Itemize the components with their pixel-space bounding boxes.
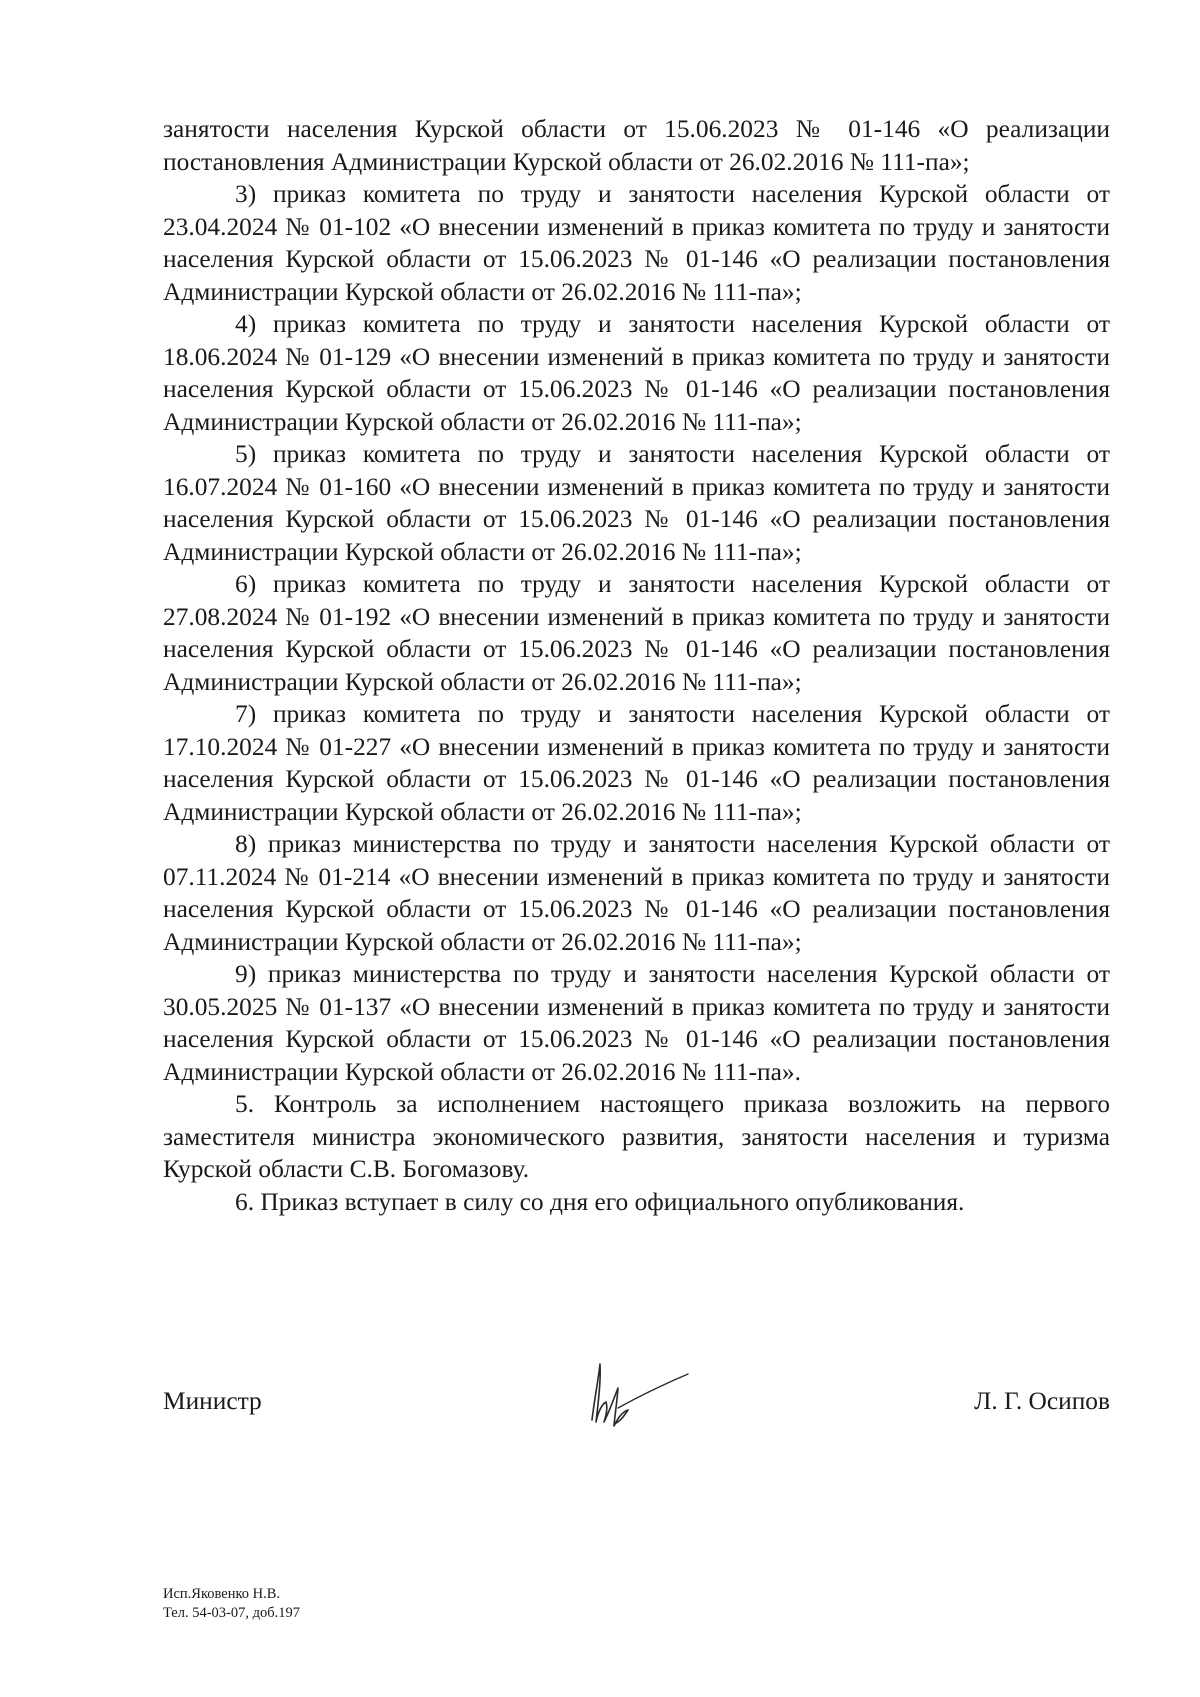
document-body [163,113,1110,1218]
list-item-5: 5) приказ комитета по труду и занятости населения Курской области от 16.07.2024 № 01-160 «О внесении изменений в приказ комитета по труду и занятости населения Курской области от 15.06.2023 № 01-146 «О реализации постановления Администрации Курской области от 26.02.2016 № 111-па»; [163,440,1110,566]
executor-name: Исп.Яковенко Н.В. [163,1586,281,1602]
list-item-8: 8) приказ министерства по труду и занятости населения Курской области от 07.11.2024 № 01-214 «О внесении изменений в приказ комитета по труду и занятости населения Курской области от 15.06.2023 № 01-146 «О реализации постановления Администрации Курской области от 26.02.2016 № 111-па»; [163,830,1110,956]
signatory-title: Министр [163,1387,262,1415]
list-item-7: 7) приказ комитета по труду и занятости населения Курской области от 17.10.2024 № 01-227 «О внесении изменений в приказ комитета по труду и занятости населения Курской области от 15.06.2023 № 01-146 «О реализации постановления Администрации Курской области от 26.02.2016 № 111-па»; [163,700,1110,826]
signatory-name: Л. Г. Осипов [974,1387,1110,1415]
executor-footer [163,1585,300,1623]
list-item-6: 6) приказ комитета по труду и занятости населения Курской области от 27.08.2024 № 01-192 «О внесении изменений в приказ комитета по труду и занятости населения Курской области от 15.06.2023 № 01-146 «О реализации постановления Администрации Курской области от 26.02.2016 № 111-па»; [163,570,1110,696]
paragraph-continuation: занятости населения Курской области от 15.06.2023 № 01-146 «О реализации постановления Администрации Курской области от 26.02.2016 № 111-па»; [163,115,1110,176]
list-item-9: 9) приказ министерства по труду и занятости населения Курской области от 30.05.2025 № 01-137 «О внесении изменений в приказ комитета по труду и занятости населения Курской области от 15.06.2023 № 01-146 «О реализации постановления Администрации Курской области от 26.02.2016 № 111-па». [163,960,1110,1086]
signature-block [163,1387,1110,1427]
clause-5-control: 5. Контроль за исполнением настоящего приказа возложить на первого заместителя министра экономического развития, занятости населения и туризма Курской области С.В. Богомазову. [163,1090,1110,1183]
clause-6-effective: 6. Приказ вступает в силу со дня его официального опубликования. [235,1187,965,1216]
list-item-4: 4) приказ комитета по труду и занятости населения Курской области от 18.06.2024 № 01-129 «О внесении изменений в приказ комитета по труду и занятости населения Курской области от 15.06.2023 № 01-146 «О реализации постановления Администрации Курской области от 26.02.2016 № 111-па»; [163,310,1110,436]
list-item-3: 3) приказ комитета по труду и занятости населения Курской области от 23.04.2024 № 01-102 «О внесении изменений в приказ комитета по труду и занятости населения Курской области от 15.06.2023 № 01-146 «О реализации постановления Администрации Курской области от 26.02.2016 № 111-па»; [163,180,1110,306]
executor-phone: Тел. 54-03-07, доб.197 [163,1605,301,1621]
